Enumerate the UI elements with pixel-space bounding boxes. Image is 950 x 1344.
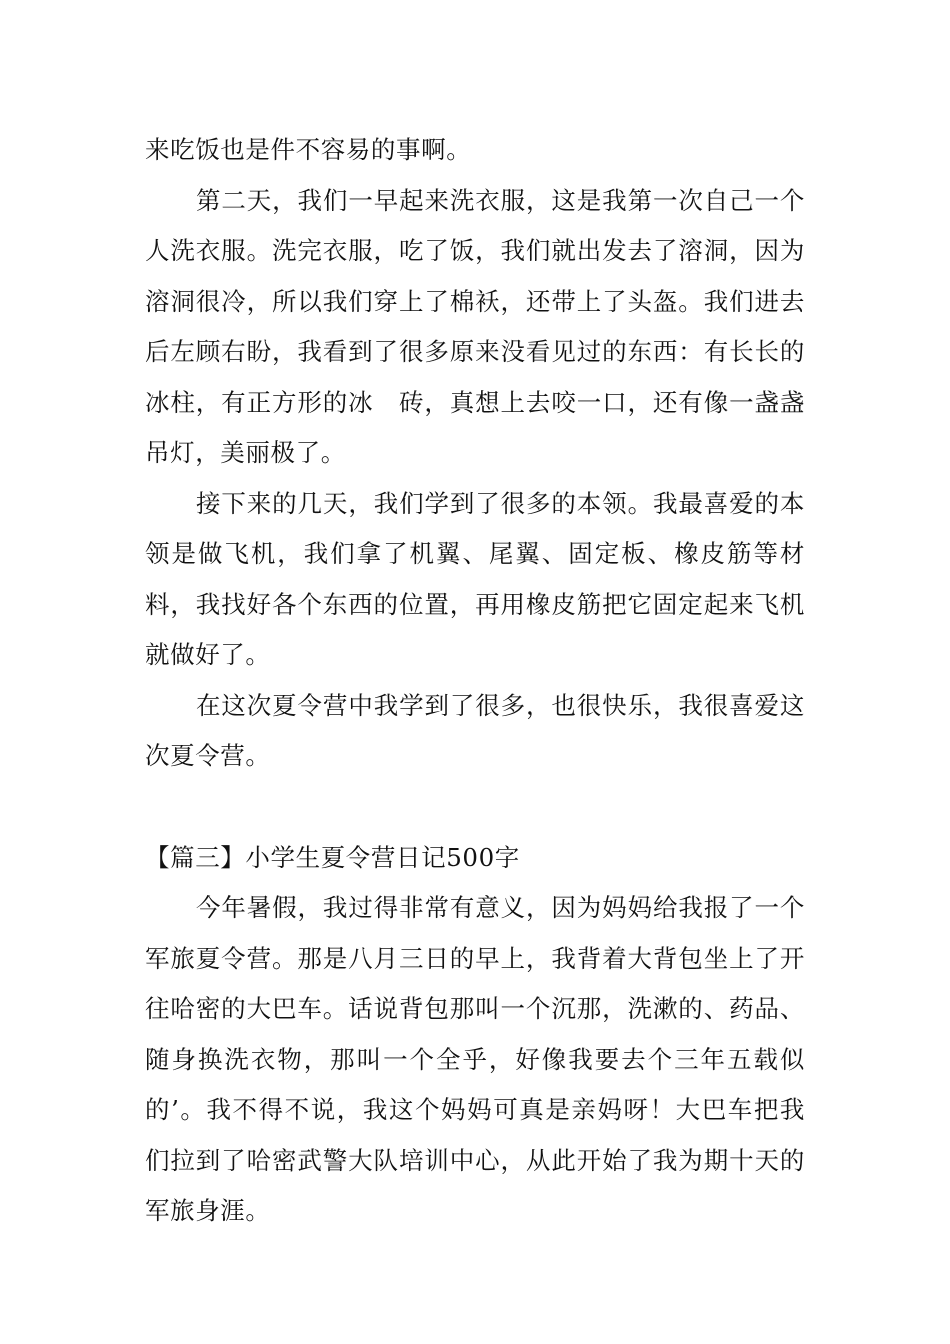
paragraph-conclusion: 在这次夏令营中我学到了很多，也很快乐，我很喜爱这次夏令营。	[145, 690, 805, 770]
paragraph-section-three-intro: 今年暑假，我过得非常有意义，因为妈妈给我报了一个军旅夏令营。那是八月三日的早上，我背着大背包坐上了开往哈密的大巴车。话说背包那叫一个沉那，洗漱的、药品、随身换洗衣物，那叫一个全乎，好像我要去个三年五载似的’。我不得不说，我这个妈妈可真是亲妈呀！大巴车把我们拉到了哈密武警大队培训中心，从此开始了我为期十天的军旅身涯。	[145, 893, 805, 1225]
paragraph-continuation: 来吃饭也是件不容易的事啊。	[145, 135, 472, 164]
document-body	[145, 125, 805, 1237]
paragraph-day-two: 第二天，我们一早起来洗衣服，这是我第一次自己一个人洗衣服。洗完衣服，吃了饭，我们就出发去了溶洞，因为溶洞很冷，所以我们穿上了棉袄，还带上了头盔。我们进去后左顾右盼，我看到了很多原来没看见过的东西：有长长的冰柱，有正方形的冰 砖，真想上去咬一口，还有像一盏盏吊灯，美丽极了。	[145, 185, 805, 467]
section-heading: 【篇三】小学生夏令营日记500字	[145, 842, 520, 872]
paragraph-skills: 接下来的几天，我们学到了很多的本领。我最喜爱的本领是做飞机，我们拿了机翼、尾翼、固定板、橡皮筋等材料，我找好各个东西的位置，再用橡皮筋把它固定起来飞机就做好了。	[145, 488, 805, 669]
